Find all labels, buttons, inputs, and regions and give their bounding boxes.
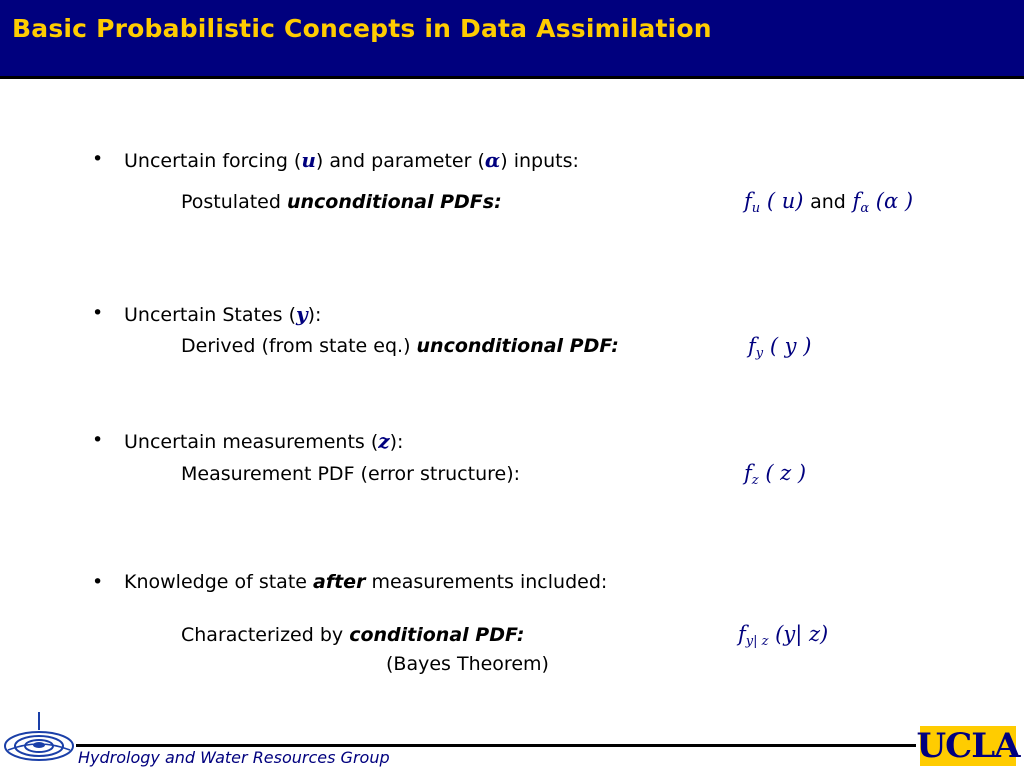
ucla-logo-text: UCLA (916, 726, 1020, 766)
water-drop-logo-icon (2, 708, 76, 768)
emphasis-after: after (313, 571, 366, 593)
title-bar (0, 0, 1024, 79)
var-y: y (296, 302, 308, 326)
sub-emphasis: unconditional PDFs: (286, 191, 502, 213)
bullet-text: measurements included: (365, 571, 608, 593)
formula-arg: ( y ) (763, 334, 812, 358)
sub-emphasis: conditional PDF: (349, 624, 525, 646)
slide-title: Basic Probabilistic Concepts in Data Assimilation (12, 14, 712, 43)
sub-text: Measurement PDF (error structure): (181, 463, 521, 485)
formula-f: f (852, 189, 861, 213)
sub-emphasis: unconditional PDF: (416, 335, 619, 357)
bullet-text: ): (389, 431, 404, 453)
ucla-logo (916, 726, 1020, 766)
bullet-text: Uncertain forcing ( (124, 150, 302, 172)
formula-sub: u (751, 201, 761, 216)
formula-f: f (744, 189, 752, 213)
bullet-marker: • (92, 429, 104, 451)
formula-sub: z (751, 473, 759, 488)
sub-text: Derived (from state eq.) (181, 335, 417, 357)
formula-fy (748, 334, 811, 361)
bullet-states (124, 302, 321, 326)
formula-f: f (748, 334, 756, 358)
formula-sub: y (755, 346, 764, 361)
footer-divider (76, 744, 916, 747)
var-z: z (378, 429, 390, 453)
formula-sub: α (860, 201, 870, 216)
bullet-knowledge (124, 571, 607, 593)
formula-fu-falpha (744, 189, 913, 216)
formula-f: f (744, 461, 752, 485)
formula-sub: y| z (745, 634, 769, 649)
formula-arg: (α ) (869, 189, 914, 213)
bullet-measurements (124, 429, 403, 453)
sub-line-bayes (386, 653, 549, 675)
bullet-marker: • (92, 302, 104, 324)
bullet-text: Knowledge of state (124, 571, 314, 593)
var-alpha: α (484, 148, 501, 172)
formula-arg: ( u) (760, 189, 804, 213)
bullet-text: Uncertain measurements ( (124, 431, 379, 453)
sub-text: Postulated (181, 191, 287, 213)
formula-fyz (738, 622, 828, 649)
bullet-text: Uncertain States ( (124, 304, 296, 326)
footer-group-name: Hydrology and Water Resources Group (78, 748, 390, 767)
sub-line-derived (181, 335, 619, 357)
bullet-forcing (124, 148, 579, 172)
sub-note: (Bayes Theorem) (386, 653, 549, 675)
bullet-marker: • (92, 148, 104, 170)
formula-arg: (y| z) (768, 622, 829, 646)
formula-arg: ( z ) (758, 461, 807, 485)
sub-line-characterized (181, 624, 525, 646)
sub-text: Characterized by (181, 624, 350, 646)
formula-fz (744, 461, 806, 488)
formula-and: and (810, 191, 846, 213)
bullet-text: ) inputs: (500, 150, 579, 172)
formula-f: f (738, 622, 746, 646)
bullet-marker: • (92, 571, 104, 593)
sub-line-postulated (181, 191, 502, 213)
bullet-text: ): (307, 304, 322, 326)
sub-line-measurement (181, 463, 520, 485)
var-u: u (301, 148, 316, 172)
bullet-text: ) and parameter ( (315, 150, 485, 172)
